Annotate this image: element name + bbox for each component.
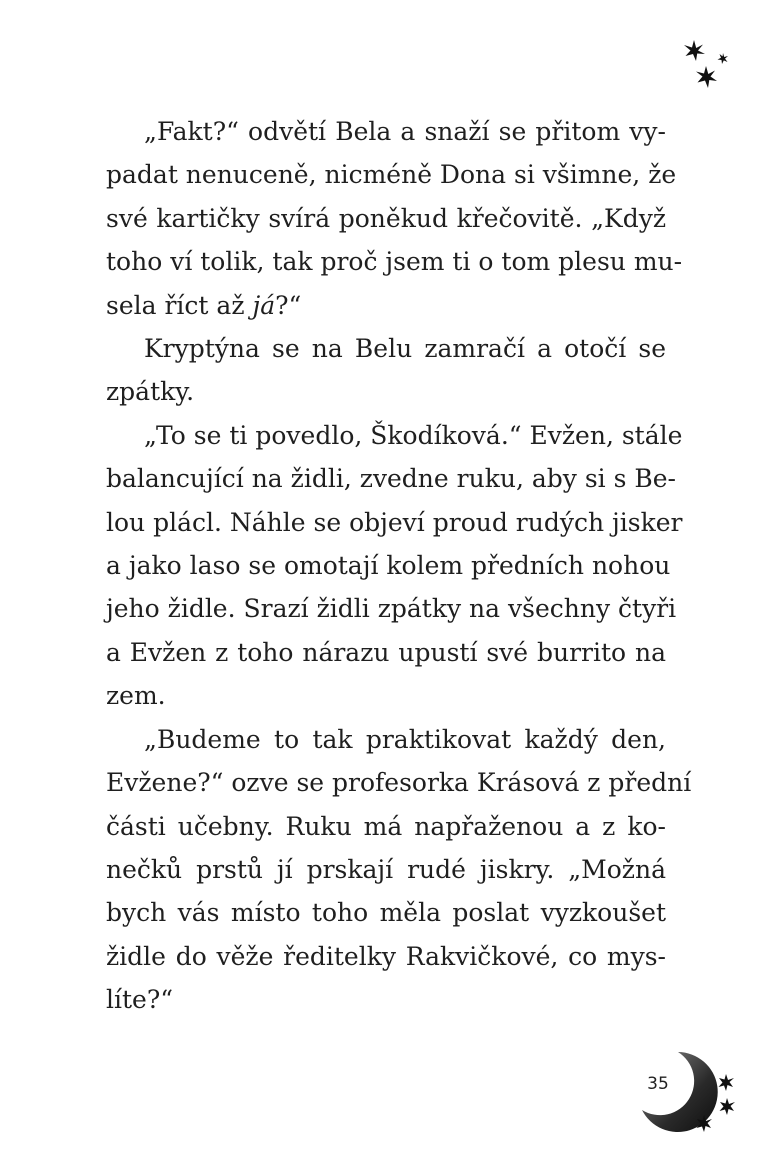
text-line: jeho židle. Srazí židli zpátky na všechny čtyři xyxy=(106,594,677,624)
text-line: toho ví tolik, tak proč jsem ti o tom plesu mu- xyxy=(106,247,683,277)
star-cluster-icon xyxy=(680,36,732,92)
text-line: zem. xyxy=(106,681,166,711)
text-line: židle do věže ředitelky Rakvičkové, co mys- xyxy=(106,941,666,971)
text-line: a Evžen z toho nárazu upustí své burrito na xyxy=(106,637,666,667)
text-line: a jako laso se omotají kolem předních nohou xyxy=(106,551,671,581)
text-line: části učebny. Ruku má napřaženou a z ko- xyxy=(106,811,666,841)
body-text xyxy=(106,110,692,1022)
paragraph-4 xyxy=(106,718,692,1022)
text-line: nečků prstů jí prskají rudé jiskry. „Možná xyxy=(106,854,666,884)
text-line: balancující na židli, zvedne ruku, aby si s Be- xyxy=(106,464,676,494)
page-number: 35 xyxy=(647,1074,669,1094)
text-line: „Fakt?“ odvětí Bela a snaží se přitom vy- xyxy=(144,117,666,146)
text-line: líte?“ xyxy=(106,985,174,1015)
text-line: padat nenuceně, nicméně Dona si všimne, že xyxy=(106,160,677,190)
text-line: „Budeme to tak praktikovat každý den, xyxy=(144,724,666,754)
text-line: Kryptýna se na Belu zamračí a otočí se xyxy=(144,334,666,364)
text-line: své kartičky svírá poněkud křečovitě. „Když xyxy=(106,203,666,233)
paragraph-2 xyxy=(106,327,666,414)
paragraph-1 xyxy=(106,110,683,327)
text-line: bych vás místo toho měla poslat vyzkoušet xyxy=(106,898,666,928)
text-line: lou plácl. Náhle se objeví proud rudých jisker xyxy=(106,507,683,537)
paragraph-3 xyxy=(106,414,683,718)
text-line: „To se ti povedlo, Škodíková.“ Evžen, stále xyxy=(144,420,683,450)
text-line: Evžene?“ ozve se profesorka Krásová z přední xyxy=(106,768,692,798)
text-line: zpátky. xyxy=(106,377,195,407)
text-line: sela říct až já?“ xyxy=(106,290,302,320)
